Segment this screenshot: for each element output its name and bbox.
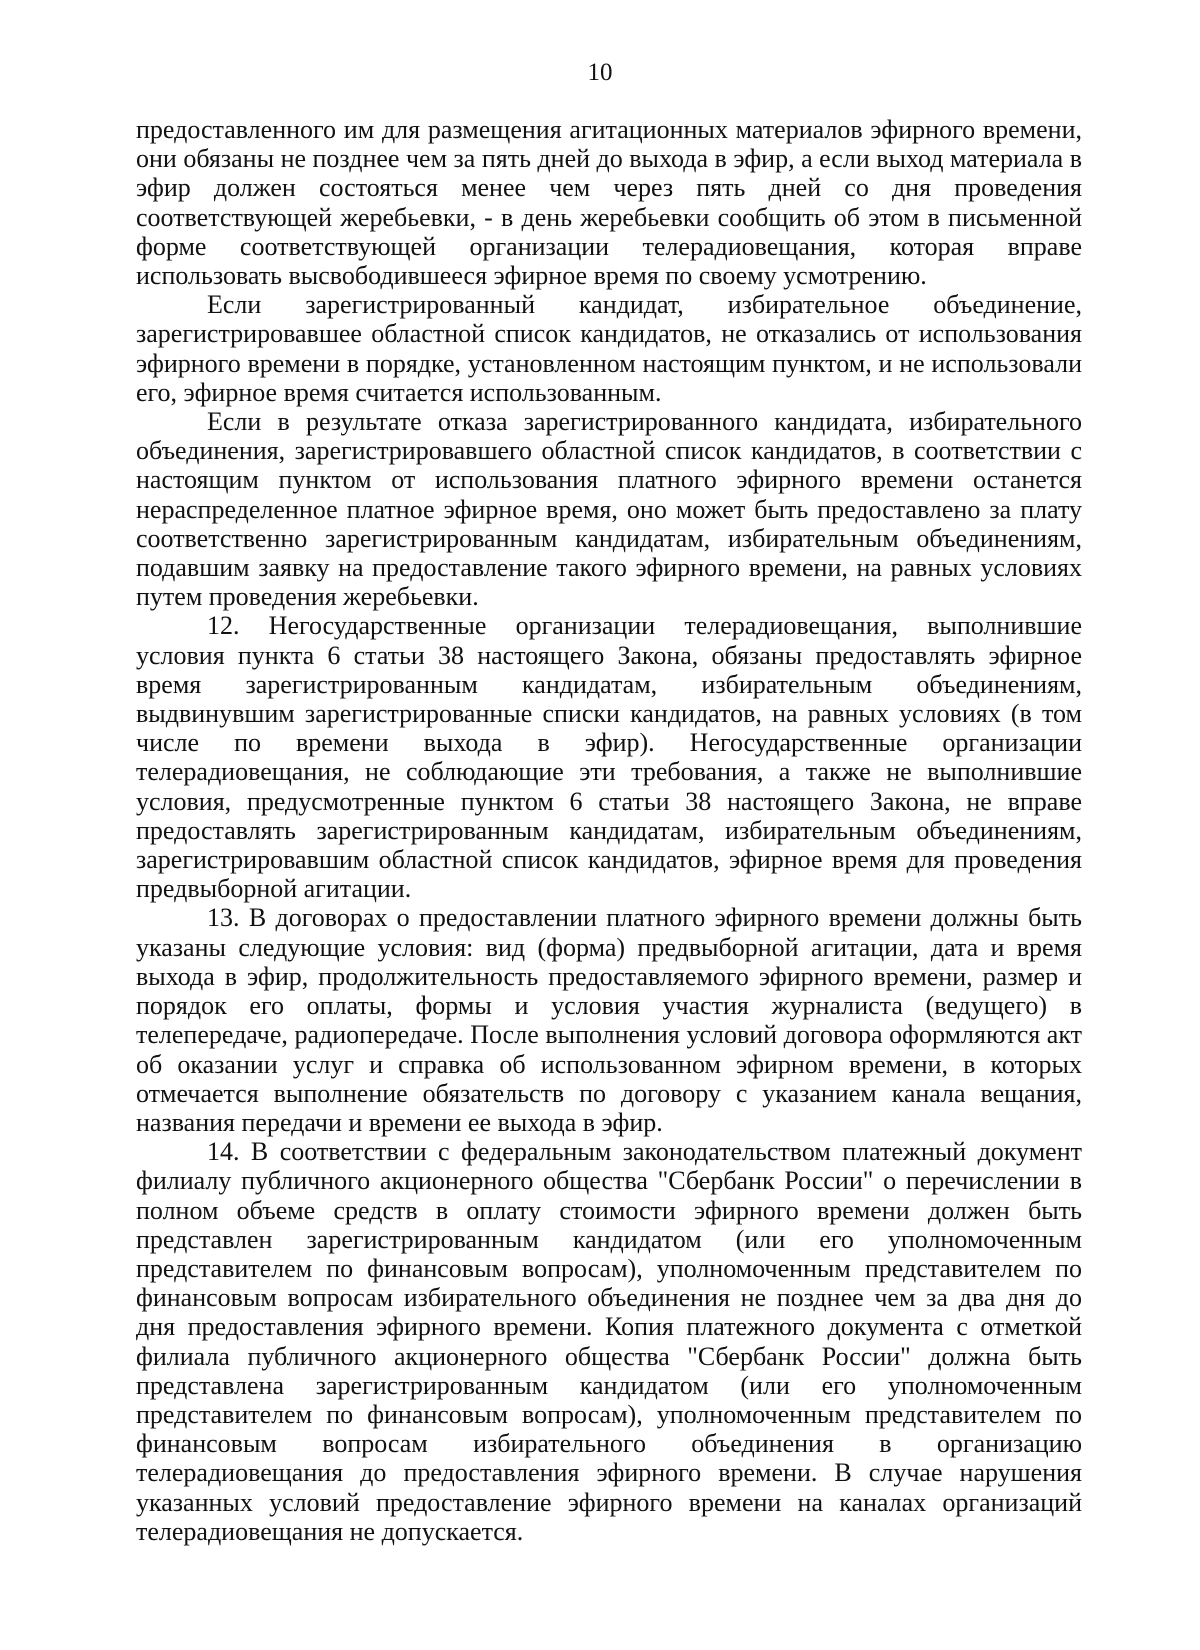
paragraph-clause-12: 12. Негосударственные организации телерадиовещания, выполнившие условия пункта 6 статьи 38 настоящего Закона, обязаны предоставлять эфирное время зарегистрированным кандидатам, избирательным объединениям, выдвинувшим зарегистрированные списки кандидатов, на равных условиях (в том числе по времени выхода в эфир). Негосударственные организации телерадиовещания, не соблюдающие эти требования, а также не выполнившие условия, предусмотренные пунктом 6 статьи 38 настоящего Закона, не вправе предоставлять зарегистрированным кандидатам, избирательным объединениям, зарегистрировавшим областной список кандидатов, эфирное время для проведения предвыборной агитации.: [136, 611, 1082, 904]
paragraph-unused-airtime: Если зарегистрированный кандидат, избирательное объединение, зарегистрировавшее областной список кандидатов, не отказались от использования эфирного времени в порядке, установленном настоящим пунктом, и не использовали его, эфирное время считается использованным.: [136, 290, 1082, 407]
paragraph-redistribution: Если в результате отказа зарегистрированного кандидата, избирательного объединения, зарегистрировавшего областной список кандидатов, в соответствии с настоящим пунктом от использования платного эфирного времени останется нераспределенное платное эфирное время, оно может быть предоставлено за плату соответственно зарегистрированным кандидатам, избирательным объединениям, подавшим заявку на предоставление такого эфирного времени, на равных условиях путем проведения жеребьевки.: [136, 407, 1082, 612]
page-number: 10: [587, 59, 613, 86]
document-body: [136, 115, 1082, 1546]
paragraph-continuation: предоставленного им для размещения агитационных материалов эфирного времени, они обязаны не позднее чем за пять дней до выхода в эфир, а если выход материала в эфир должен состояться менее чем через пять дней со дня проведения соответствующей жеребьевки, - в день жеребьевки сообщить об этом в письменной форме соответствующей организации телерадиовещания, которая вправе использовать высвободившееся эфирное время по своему усмотрению.: [136, 115, 1082, 291]
paragraph-clause-14: 14. В соответствии с федеральным законодательством платежный документ филиалу публичного акционерного общества "Сбербанк России" о перечислении в полном объеме средств в оплату стоимости эфирного времени должен быть представлен зарегистрированным кандидатом (или его уполномоченным представителем по финансовым вопросам), уполномоченным представителем по финансовым вопросам избирательного объединения не позднее чем за два дня до дня предоставления эфирного времени. Копия платежного документа с отметкой филиала публичного акционерного общества "Сбербанк России" должна быть представлена зарегистрированным кандидатом (или его уполномоченным представителем по финансовым вопросам), уполномоченным представителем по финансовым вопросам избирательного объединения в организацию телерадиовещания до предоставления эфирного времени. В случае нарушения указанных условий предоставление эфирного времени на каналах организаций телерадиовещания не допускается.: [136, 1137, 1082, 1546]
paragraph-clause-13: 13. В договорах о предоставлении платного эфирного времени должны быть указаны следующие условия: вид (форма) предвыборной агитации, дата и время выхода в эфир, продолжительность предоставляемого эфирного времени, размер и порядок его оплаты, формы и условия участия журналиста (ведущего) в телепередаче, радиопередаче. После выполнения условий договора оформляются акт об оказании услуг и справка об использованном эфирном времени, в которых отмечается выполнение обязательств по договору с указанием канала вещания, названия передачи и времени ее выхода в эфир.: [136, 903, 1082, 1137]
